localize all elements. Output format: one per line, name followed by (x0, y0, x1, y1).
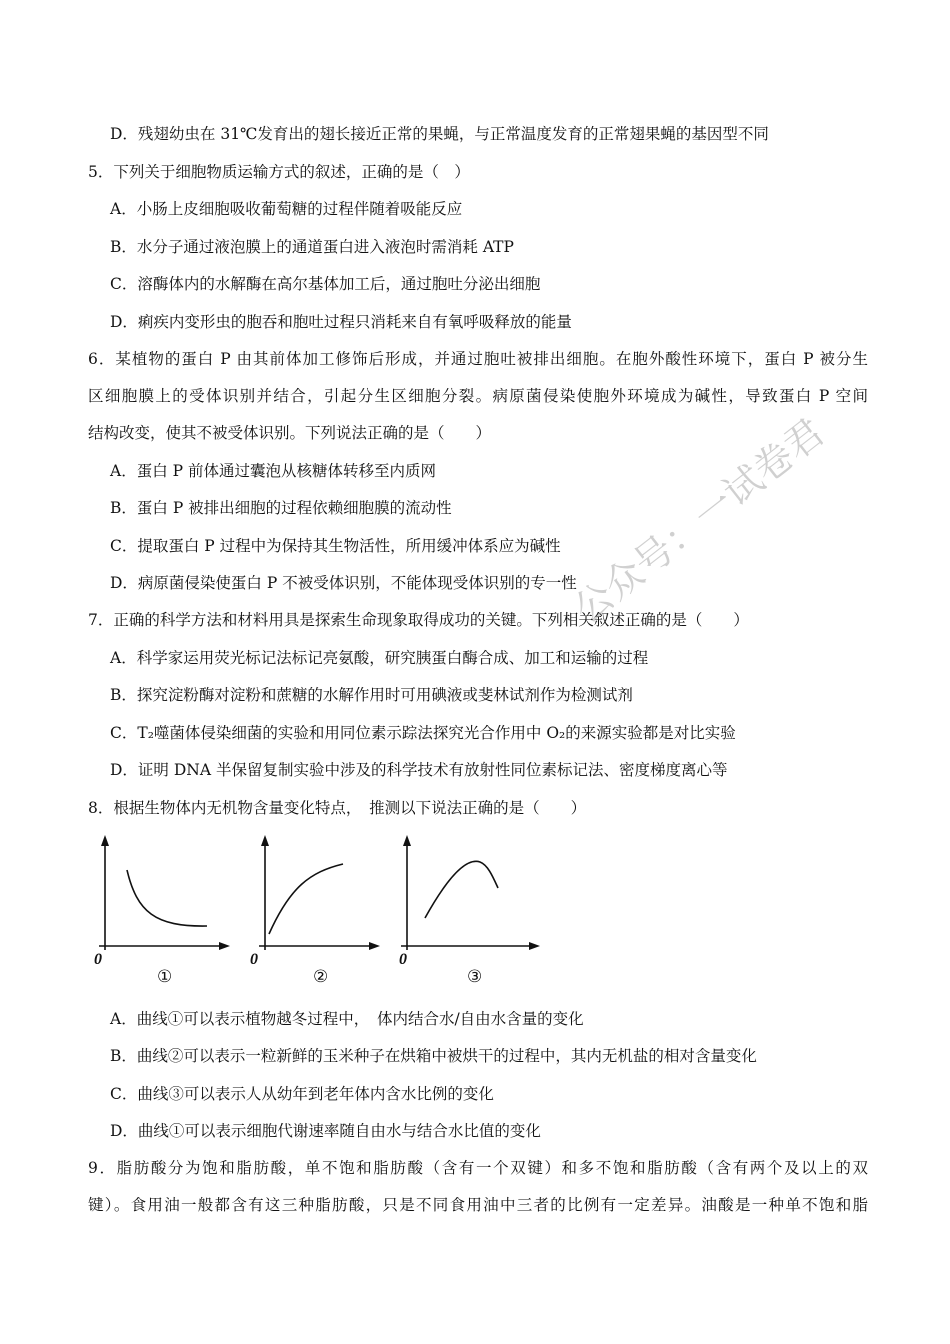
option-b-q8: B．曲线②可以表示一粒新鲜的玉米种子在烘箱中被烘干的过程中，其内无机盐的相对含量变化 (110, 1047, 757, 1065)
panel-2-curve (269, 864, 343, 934)
question-6-line-2: 区细胞膜上的受体识别并结合，引起分生区细胞分裂。病原菌侵染使胞外环境成为碱性，导致蛋白 P 空间 (88, 387, 868, 405)
panel-1 (99, 835, 230, 950)
option-c-q6: C．提取蛋白 P 过程中为保持其生物活性，所用缓冲体系应为碱性 (110, 537, 561, 555)
option-b-q5: B．水分子通过液泡膜上的通道蛋白进入液泡时需消耗 ATP (110, 238, 514, 256)
watermark: 公众号：一试卷君 (565, 409, 833, 632)
question-9-line-2: 键）。食用油一般都含有这三种脂肪酸，只是不同食用油中三者的比例有一定差异。油酸是一种单不饱和脂 (88, 1196, 868, 1214)
question-9-line-1: 9．脂肪酸分为饱和脂肪酸，单不饱和脂肪酸（含有一个双键）和多不饱和脂肪酸（含有两个及以上的双 (88, 1159, 868, 1177)
panel-2-label: ② (313, 967, 329, 986)
option-a-q7: A．科学家运用荧光标记法标记亮氨酸，研究胰蛋白酶合成、加工和运输的过程 (110, 649, 649, 667)
panel-2-x-arrow (369, 942, 380, 950)
question-6-line-1: 6．某植物的蛋白 P 由其前体加工修饰后形成，并通过胞吐被排出细胞。在胞外酸性环境下，蛋白 P 被分生 (88, 350, 868, 368)
option-b-q7: B．探究淀粉酶对淀粉和蔗糖的水解作用时可用碘液或斐林试剂作为检测试剂 (110, 686, 633, 704)
option-d-q4: D．残翅幼虫在 31℃发育出的翅长接近正常的果蝇，与正常温度发育的正常翅果蝇的基因型不同 (110, 125, 769, 143)
panel-1-x-arrow (219, 942, 230, 950)
panel-2-y-arrow (261, 835, 269, 846)
option-d-q8: D．曲线①可以表示细胞代谢速率随自由水与结合水比值的变化 (110, 1122, 541, 1140)
option-d-q6: D．病原菌侵染使蛋白 P 不被受体识别，不能体现受体识别的专一性 (110, 574, 577, 592)
question-8: 8．根据生物体内无机物含量变化特点， 推测以下说法正确的是（ ） (88, 799, 587, 817)
question-6-line-3: 结构改变，使其不被受体识别。下列说法正确的是（ ） (88, 424, 492, 442)
question-7: 7．正确的科学方法和材料用具是探索生命现象取得成功的关键。下列相关叙述正确的是（ ） (88, 611, 749, 629)
panel-3-label: ③ (467, 967, 483, 986)
panel-1-origin: 0 (94, 951, 102, 968)
panel-2-origin: 0 (250, 951, 258, 968)
option-d-q7: D．证明 DNA 半保留复制实验中涉及的科学技术有放射性同位素标记法、密度梯度离心等 (110, 761, 728, 779)
panel-1-label: ① (157, 967, 173, 986)
option-a-q6: A．蛋白 P 前体通过囊泡从核糖体转移至内质网 (110, 462, 436, 480)
panel-3-x-arrow (529, 942, 540, 950)
panel-1-curve (127, 870, 207, 926)
option-c-q5: C．溶酶体内的水解酶在高尔基体加工后，通过胞吐分泌出细胞 (110, 275, 541, 293)
panel-3 (401, 835, 540, 950)
question-5: 5．下列关于细胞物质运输方式的叙述，正确的是（ ） (88, 163, 470, 181)
panel-3-curve (425, 861, 498, 918)
panel-1-y-arrow (101, 835, 109, 846)
option-d-q5: D．痢疾内变形虫的胞吞和胞吐过程只消耗来自有氧呼吸释放的能量 (110, 313, 572, 331)
panel-3-y-arrow (403, 835, 411, 846)
curves-figure (85, 832, 555, 992)
option-b-q6: B．蛋白 P 被排出细胞的过程依赖细胞膜的流动性 (110, 499, 452, 517)
option-c-q7: C．T₂噬菌体侵染细菌的实验和用同位素示踪法探究光合作用中 O₂的来源实验都是对比实验 (110, 724, 736, 742)
option-a-q5: A．小肠上皮细胞吸收葡萄糖的过程伴随着吸能反应 (110, 200, 463, 218)
option-a-q8: A．曲线①可以表示植物越冬过程中， 体内结合水/自由水含量的变化 (110, 1010, 584, 1028)
option-c-q8: C．曲线③可以表示人从幼年到老年体内含水比例的变化 (110, 1085, 494, 1103)
panel-3-origin: 0 (399, 951, 407, 968)
panel-2 (259, 835, 380, 950)
